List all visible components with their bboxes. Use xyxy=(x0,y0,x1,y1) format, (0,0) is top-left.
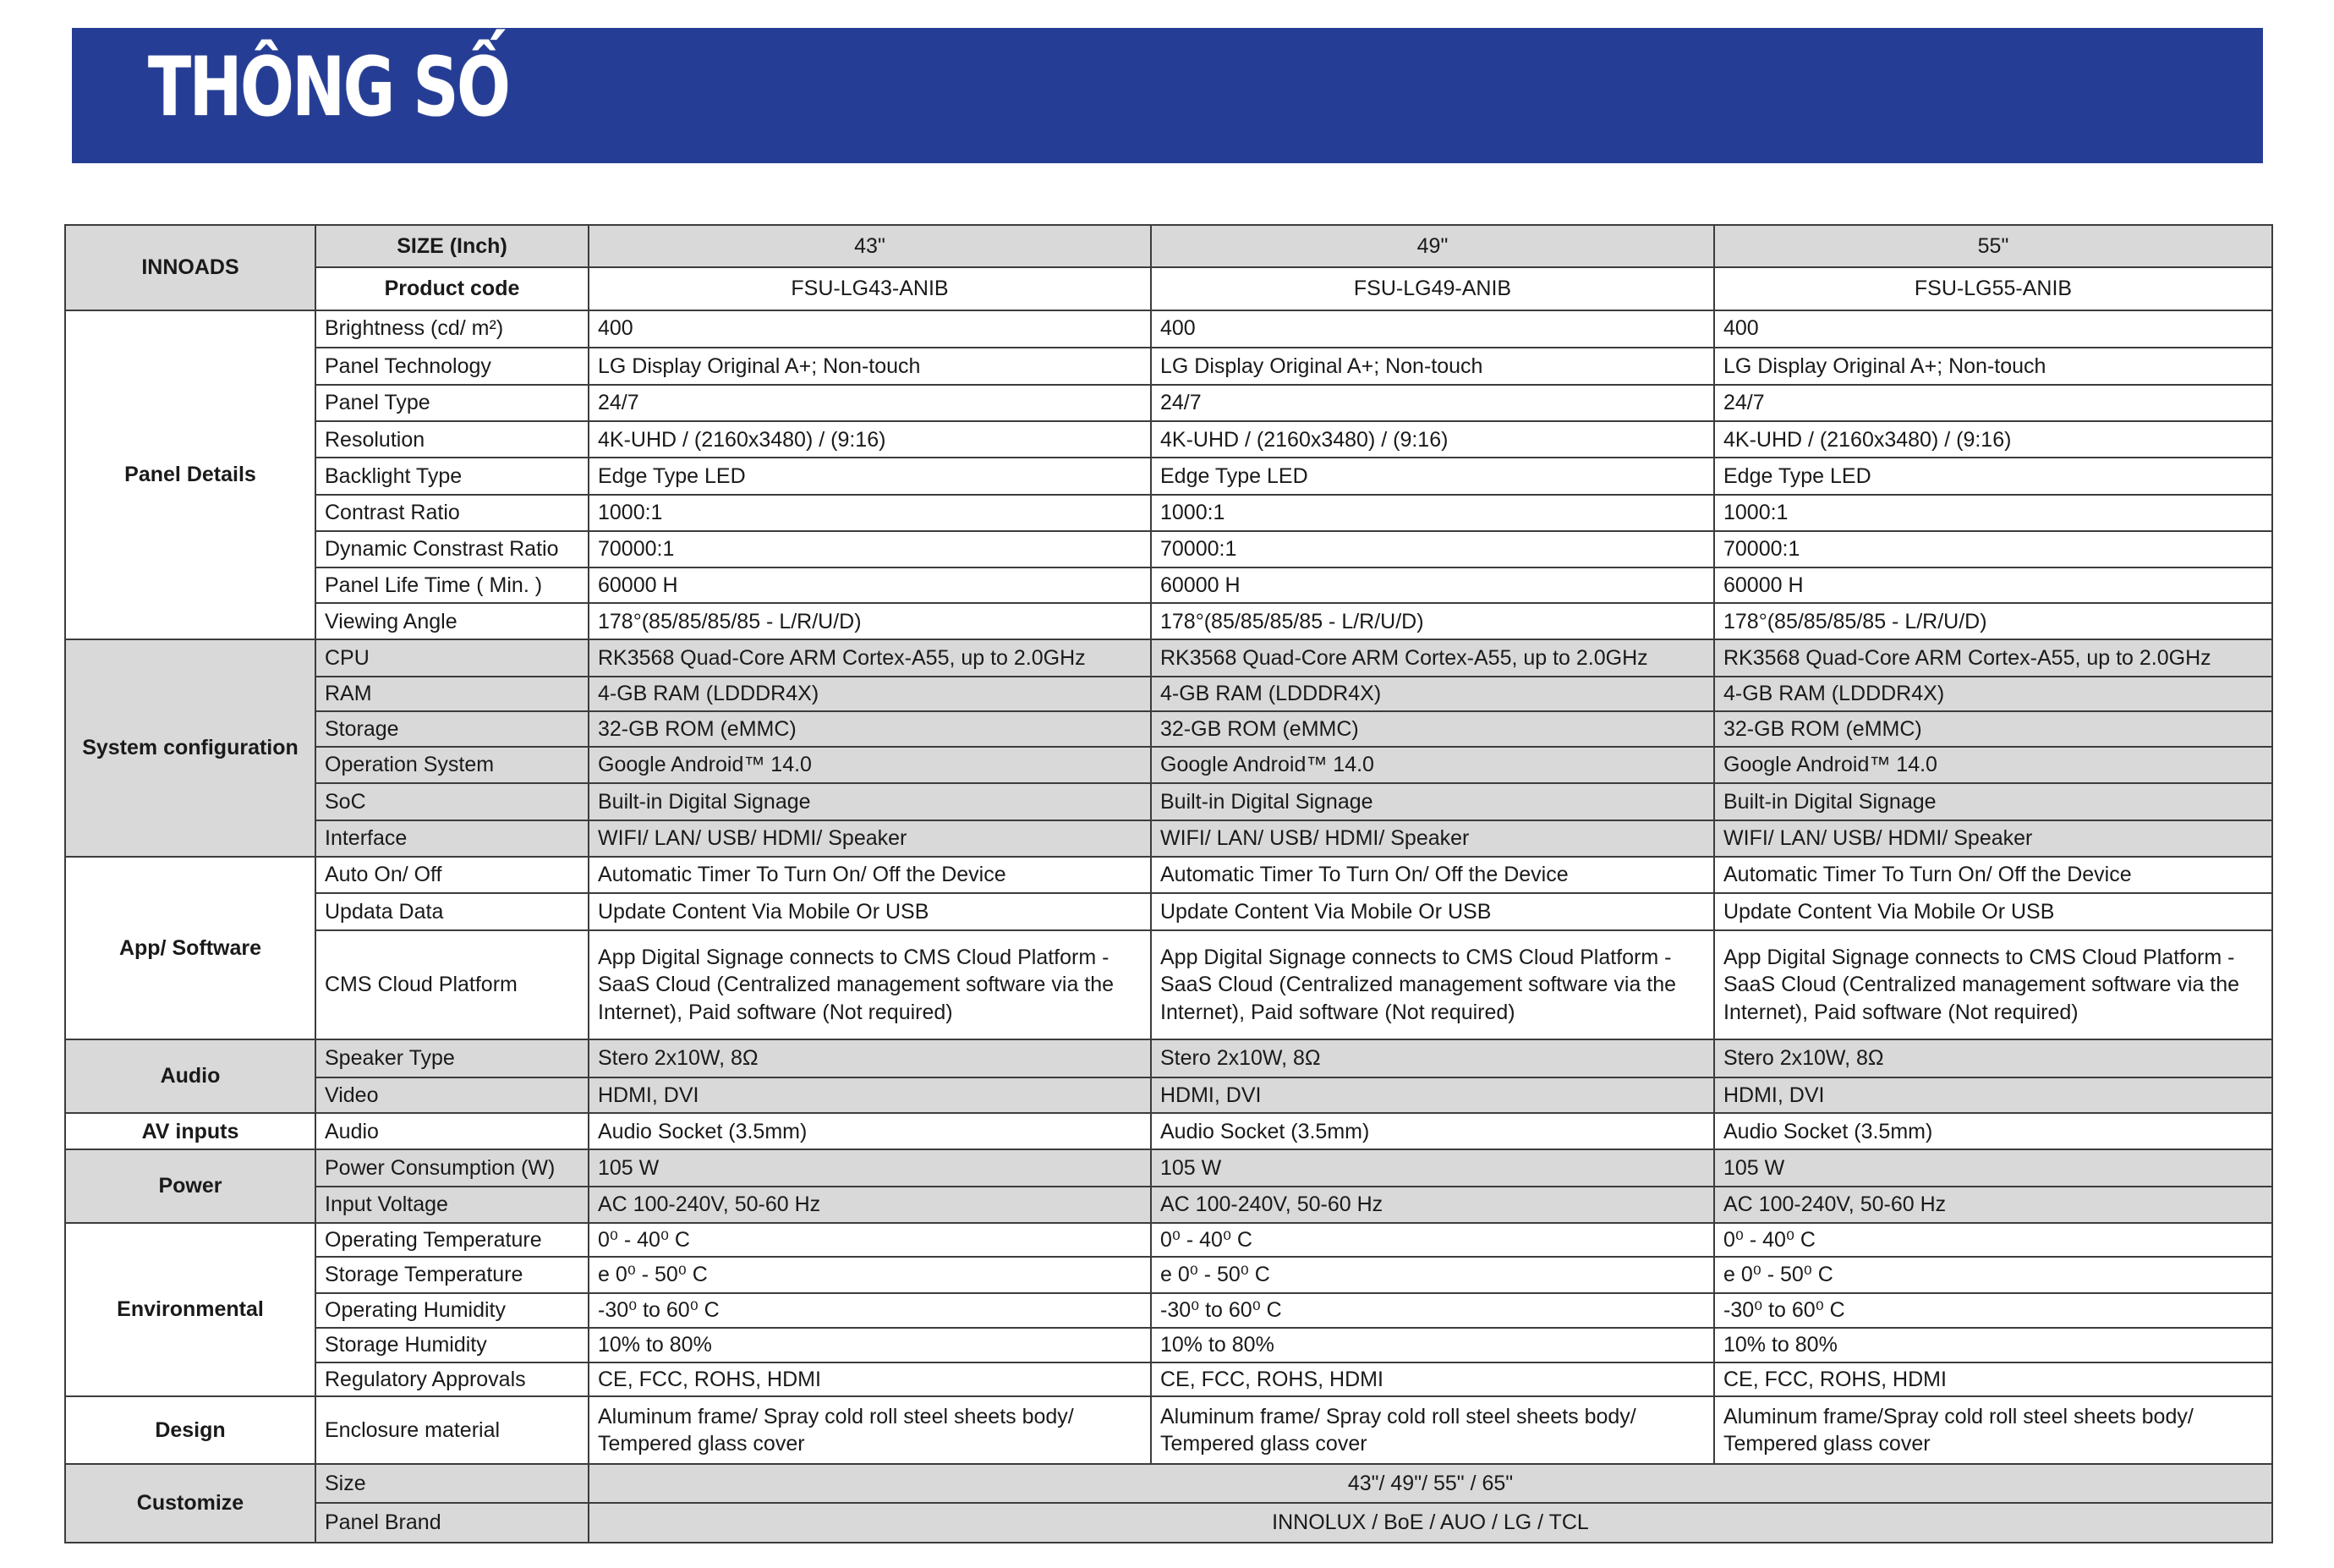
group-system: System configuration xyxy=(65,639,315,856)
spec-value: 105 W xyxy=(589,1149,1151,1186)
spec-row xyxy=(65,1149,2272,1186)
spec-value: 178°(85/85/85/85 - L/R/U/D) xyxy=(1151,603,1714,639)
spec-row xyxy=(65,1464,2272,1502)
spec-value: LG Display Original A+; Non-touch xyxy=(589,348,1151,385)
spec-value: 10% to 80% xyxy=(1151,1328,1714,1362)
product-code-label: Product code xyxy=(315,267,589,310)
spec-label: SoC xyxy=(315,783,589,820)
spec-value: 4K-UHD / (2160x3480) / (9:16) xyxy=(1151,421,1714,458)
spec-value: WIFI/ LAN/ USB/ HDMI/ Speaker xyxy=(589,820,1151,857)
spec-label: Operation System xyxy=(315,747,589,783)
spec-value: RK3568 Quad-Core ARM Cortex-A55, up to 2.0GHz xyxy=(1151,639,1714,676)
spec-value: 105 W xyxy=(1714,1149,2272,1186)
group-panel: Panel Details xyxy=(65,310,315,640)
size-label: SIZE (Inch) xyxy=(315,225,589,267)
header-size-row xyxy=(65,225,2272,267)
spec-value: e 0⁰ - 50⁰ C xyxy=(1151,1257,1714,1293)
spec-value: 60000 H xyxy=(589,567,1151,603)
spec-label: Audio xyxy=(315,1113,589,1149)
group-env: Environmental xyxy=(65,1223,315,1396)
spec-value: 60000 H xyxy=(1714,567,2272,603)
spec-value: Google Android™ 14.0 xyxy=(1151,747,1714,783)
spec-value: App Digital Signage connects to CMS Cloud Platform - SaaS Cloud (Centralized management software via the Internet), Paid software (Not required) xyxy=(589,930,1151,1039)
spec-label: CPU xyxy=(315,639,589,676)
spec-label: Operating Temperature xyxy=(315,1223,589,1257)
spec-value: HDMI, DVI xyxy=(1714,1077,2272,1113)
spec-value: Built-in Digital Signage xyxy=(589,783,1151,820)
spec-value: e 0⁰ - 50⁰ C xyxy=(589,1257,1151,1293)
group-design: Design xyxy=(65,1396,315,1464)
spec-label: Regulatory Approvals xyxy=(315,1362,589,1396)
spec-value: RK3568 Quad-Core ARM Cortex-A55, up to 2.0GHz xyxy=(1714,639,2272,676)
spec-value: 4K-UHD / (2160x3480) / (9:16) xyxy=(589,421,1151,458)
spec-label: Panel Life Time ( Min. ) xyxy=(315,567,589,603)
spec-value: RK3568 Quad-Core ARM Cortex-A55, up to 2.0GHz xyxy=(589,639,1151,676)
spec-value: 0⁰ - 40⁰ C xyxy=(1714,1223,2272,1257)
spec-value: WIFI/ LAN/ USB/ HDMI/ Speaker xyxy=(1151,820,1714,857)
spec-row xyxy=(65,857,2272,893)
spec-value: 10% to 80% xyxy=(589,1328,1151,1362)
spec-value: 70000:1 xyxy=(1151,531,1714,567)
spec-label: Storage xyxy=(315,711,589,747)
spec-row xyxy=(65,1077,2272,1113)
size-55: 55" xyxy=(1714,225,2272,267)
spec-value: Automatic Timer To Turn On/ Off the Device xyxy=(589,857,1151,893)
spec-value: AC 100-240V, 50-60 Hz xyxy=(1714,1187,2272,1223)
spec-value: Aluminum frame/ Spray cold roll steel sheets body/ Tempered glass cover xyxy=(1151,1396,1714,1464)
spec-value: 1000:1 xyxy=(589,495,1151,531)
spec-value: Audio Socket (3.5mm) xyxy=(1714,1113,2272,1149)
spec-row xyxy=(65,458,2272,494)
spec-label: CMS Cloud Platform xyxy=(315,930,589,1039)
spec-value: Audio Socket (3.5mm) xyxy=(1151,1113,1714,1149)
spec-value: Update Content Via Mobile Or USB xyxy=(1714,893,2272,930)
spec-value: 400 xyxy=(1151,310,1714,348)
spec-value: CE, FCC, ROHS, HDMI xyxy=(1714,1362,2272,1396)
spec-value: Aluminum frame/Spray cold roll steel sheets body/ Tempered glass cover xyxy=(1714,1396,2272,1464)
spec-label: Operating Humidity xyxy=(315,1293,589,1327)
spec-label: Power Consumption (W) xyxy=(315,1149,589,1186)
spec-label: Backlight Type xyxy=(315,458,589,494)
spec-row xyxy=(65,310,2272,348)
spec-value: 4-GB RAM (LDDDR4X) xyxy=(589,677,1151,711)
spec-row xyxy=(65,1257,2272,1293)
spec-label: Storage Temperature xyxy=(315,1257,589,1293)
spec-value: Aluminum frame/ Spray cold roll steel sheets body/ Tempered glass cover xyxy=(589,1396,1151,1464)
spec-value: -30⁰ to 60⁰ C xyxy=(1714,1293,2272,1327)
spec-value: AC 100-240V, 50-60 Hz xyxy=(1151,1187,1714,1223)
spec-value: 4K-UHD / (2160x3480) / (9:16) xyxy=(1714,421,2272,458)
spec-value: WIFI/ LAN/ USB/ HDMI/ Speaker xyxy=(1714,820,2272,857)
group-audio: Audio xyxy=(65,1039,315,1113)
spec-value: Automatic Timer To Turn On/ Off the Device xyxy=(1714,857,2272,893)
spec-row xyxy=(65,893,2272,930)
header-code-row xyxy=(65,267,2272,310)
customize-size-value: 43"/ 49"/ 55" / 65" xyxy=(589,1464,2272,1502)
spec-value: CE, FCC, ROHS, HDMI xyxy=(589,1362,1151,1396)
group-customize: Customize xyxy=(65,1464,315,1543)
spec-value: HDMI, DVI xyxy=(1151,1077,1714,1113)
spec-value: Stero 2x10W, 8Ω xyxy=(1151,1039,1714,1077)
spec-row xyxy=(65,1113,2272,1149)
spec-value: App Digital Signage connects to CMS Cloud Platform - SaaS Cloud (Centralized management software via the Internet), Paid software (Not required) xyxy=(1714,930,2272,1039)
spec-value: Automatic Timer To Turn On/ Off the Device xyxy=(1151,857,1714,893)
spec-value: Stero 2x10W, 8Ω xyxy=(589,1039,1151,1077)
spec-row xyxy=(65,1187,2272,1223)
spec-value: 24/7 xyxy=(1714,385,2272,421)
spec-value: Built-in Digital Signage xyxy=(1714,783,2272,820)
spec-table xyxy=(64,224,2273,1543)
spec-label: Auto On/ Off xyxy=(315,857,589,893)
size-49: 49" xyxy=(1151,225,1714,267)
group-power: Power xyxy=(65,1149,315,1222)
spec-label: Viewing Angle xyxy=(315,603,589,639)
spec-value: App Digital Signage connects to CMS Cloud Platform - SaaS Cloud (Centralized management software via the Internet), Paid software (Not required) xyxy=(1151,930,1714,1039)
spec-row xyxy=(65,421,2272,458)
spec-row xyxy=(65,385,2272,421)
spec-label: Dynamic Constrast Ratio xyxy=(315,531,589,567)
spec-label: Brightness (cd/ m²) xyxy=(315,310,589,348)
group-app: App/ Software xyxy=(65,857,315,1039)
title-banner xyxy=(72,28,2263,163)
brand-cell: INNOADS xyxy=(65,225,315,310)
spec-value: -30⁰ to 60⁰ C xyxy=(589,1293,1151,1327)
spec-value: 10% to 80% xyxy=(1714,1328,2272,1362)
spec-value: 32-GB ROM (eMMC) xyxy=(1151,711,1714,747)
spec-value: LG Display Original A+; Non-touch xyxy=(1714,348,2272,385)
spec-label: Input Voltage xyxy=(315,1187,589,1223)
spec-row xyxy=(65,495,2272,531)
spec-value: Update Content Via Mobile Or USB xyxy=(589,893,1151,930)
spec-row xyxy=(65,531,2272,567)
customize-panel-brand-value: INNOLUX / BoE / AUO / LG / TCL xyxy=(589,1503,2272,1543)
spec-value: 70000:1 xyxy=(589,531,1151,567)
spec-value: 60000 H xyxy=(1151,567,1714,603)
spec-label: Interface xyxy=(315,820,589,857)
spec-value: e 0⁰ - 50⁰ C xyxy=(1714,1257,2272,1293)
spec-label: Enclosure material xyxy=(315,1396,589,1464)
product-code-55: FSU-LG55-ANIB xyxy=(1714,267,2272,310)
customize-size-label: Size xyxy=(315,1464,589,1502)
spec-value: Google Android™ 14.0 xyxy=(589,747,1151,783)
spec-label: Updata Data xyxy=(315,893,589,930)
spec-value: 1000:1 xyxy=(1714,495,2272,531)
spec-value: 32-GB ROM (eMMC) xyxy=(1714,711,2272,747)
spec-label: Video xyxy=(315,1077,589,1113)
spec-row xyxy=(65,1328,2272,1362)
spec-value: 24/7 xyxy=(1151,385,1714,421)
spec-value: 70000:1 xyxy=(1714,531,2272,567)
spec-row xyxy=(65,1362,2272,1396)
spec-value: Built-in Digital Signage xyxy=(1151,783,1714,820)
spec-row xyxy=(65,603,2272,639)
spec-value: 178°(85/85/85/85 - L/R/U/D) xyxy=(1714,603,2272,639)
spec-label: RAM xyxy=(315,677,589,711)
spec-row xyxy=(65,1293,2272,1327)
spec-value: 1000:1 xyxy=(1151,495,1714,531)
customize-panel-brand-label: Panel Brand xyxy=(315,1503,589,1543)
spec-value: 24/7 xyxy=(589,385,1151,421)
product-code-49: FSU-LG49-ANIB xyxy=(1151,267,1714,310)
spec-value: 32-GB ROM (eMMC) xyxy=(589,711,1151,747)
spec-row xyxy=(65,1503,2272,1543)
spec-value: 400 xyxy=(1714,310,2272,348)
spec-value: Edge Type LED xyxy=(1714,458,2272,494)
spec-row xyxy=(65,1223,2272,1257)
spec-value: 178°(85/85/85/85 - L/R/U/D) xyxy=(589,603,1151,639)
product-code-43: FSU-LG43-ANIB xyxy=(589,267,1151,310)
spec-row xyxy=(65,820,2272,857)
spec-value: 0⁰ - 40⁰ C xyxy=(1151,1223,1714,1257)
group-av: AV inputs xyxy=(65,1113,315,1149)
spec-label: Speaker Type xyxy=(315,1039,589,1077)
spec-row xyxy=(65,711,2272,747)
spec-row xyxy=(65,639,2272,676)
spec-row xyxy=(65,783,2272,820)
spec-value: LG Display Original A+; Non-touch xyxy=(1151,348,1714,385)
spec-value: 4-GB RAM (LDDDR4X) xyxy=(1714,677,2272,711)
spec-value: Google Android™ 14.0 xyxy=(1714,747,2272,783)
spec-row xyxy=(65,747,2272,783)
spec-value: -30⁰ to 60⁰ C xyxy=(1151,1293,1714,1327)
spec-row xyxy=(65,567,2272,603)
spec-row xyxy=(65,930,2272,1039)
spec-value: Update Content Via Mobile Or USB xyxy=(1151,893,1714,930)
spec-label: Storage Humidity xyxy=(315,1328,589,1362)
spec-label: Resolution xyxy=(315,421,589,458)
spec-row xyxy=(65,348,2272,385)
spec-value: AC 100-240V, 50-60 Hz xyxy=(589,1187,1151,1223)
spec-value: CE, FCC, ROHS, HDMI xyxy=(1151,1362,1714,1396)
spec-label: Panel Technology xyxy=(315,348,589,385)
page-title: THÔNG SỐ xyxy=(148,40,509,134)
spec-row xyxy=(65,1039,2272,1077)
spec-value: Edge Type LED xyxy=(1151,458,1714,494)
spec-value: Edge Type LED xyxy=(589,458,1151,494)
spec-label: Panel Type xyxy=(315,385,589,421)
spec-label: Contrast Ratio xyxy=(315,495,589,531)
size-43: 43" xyxy=(589,225,1151,267)
spec-row xyxy=(65,1396,2272,1464)
spec-value: 105 W xyxy=(1151,1149,1714,1186)
spec-value: 400 xyxy=(589,310,1151,348)
spec-value: 4-GB RAM (LDDDR4X) xyxy=(1151,677,1714,711)
spec-row xyxy=(65,677,2272,711)
spec-value: HDMI, DVI xyxy=(589,1077,1151,1113)
spec-value: Stero 2x10W, 8Ω xyxy=(1714,1039,2272,1077)
spec-value: 0⁰ - 40⁰ C xyxy=(589,1223,1151,1257)
spec-value: Audio Socket (3.5mm) xyxy=(589,1113,1151,1149)
